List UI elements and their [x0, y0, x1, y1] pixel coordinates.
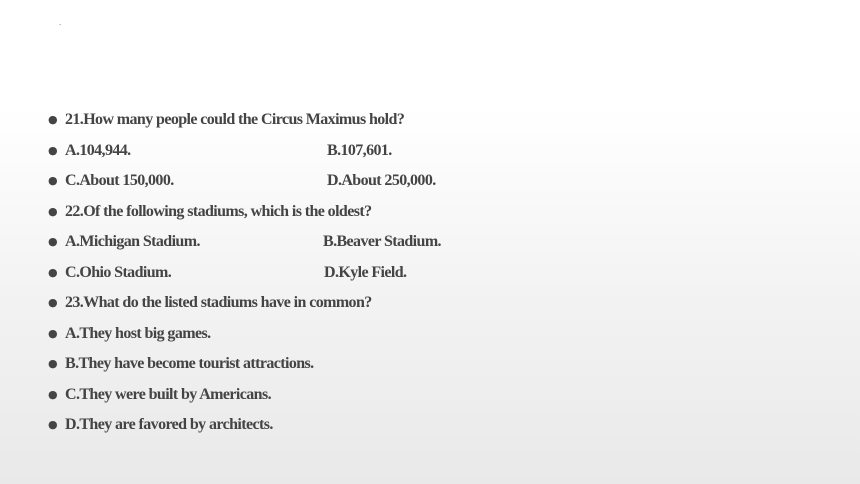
- slide-marker: .: [59, 18, 62, 27]
- question-23: [48, 292, 404, 323]
- question-text: 21.How many people could the Circus Maximus hold?: [65, 111, 405, 128]
- option-line: [48, 414, 404, 445]
- option-d: D.They are favored by architects.: [65, 416, 273, 433]
- question-list: [48, 109, 441, 445]
- option-a: A.They host big games.: [65, 324, 211, 342]
- option-a: A.104,944.: [65, 141, 131, 159]
- option-d: D.About 250,000.: [327, 172, 436, 189]
- option-c: C.About 150,000.: [65, 172, 174, 189]
- question-text: 23.What do the listed stadiums have in common?: [65, 294, 372, 311]
- option-b: B.They have become tourist attractions.: [65, 355, 314, 372]
- bullet-icon: ●: [48, 235, 57, 248]
- options-row: [48, 170, 436, 201]
- option-line: [48, 323, 404, 354]
- bullet-icon: ●: [48, 174, 57, 187]
- bullet-icon: ●: [48, 204, 57, 218]
- option-d: D.Kyle Field.: [324, 263, 407, 281]
- options-row: [48, 231, 441, 262]
- bullet-icon: ●: [48, 326, 57, 340]
- bullet-icon: ●: [48, 418, 57, 431]
- question-22: [48, 201, 404, 232]
- option-c: C.They were built by Americans.: [65, 385, 271, 403]
- bullet-icon: ●: [48, 357, 57, 370]
- option-c: C.Ohio Stadium.: [65, 263, 172, 281]
- options-row: [48, 140, 404, 171]
- option-line: [48, 353, 404, 384]
- option-a: A.Michigan Stadium.: [65, 233, 200, 250]
- bullet-icon: ●: [48, 296, 57, 309]
- bullet-icon: ●: [48, 113, 57, 126]
- option-b: B.107,601.: [327, 141, 392, 159]
- question-21: [48, 109, 404, 140]
- options-row: [48, 262, 407, 293]
- option-b: B.Beaver Stadium.: [323, 233, 441, 250]
- bullet-icon: ●: [48, 387, 57, 401]
- option-line: [48, 384, 404, 415]
- question-text: 22.Of the following stadiums, which is the oldest?: [65, 202, 372, 220]
- bullet-icon: ●: [48, 265, 57, 279]
- bullet-icon: ●: [48, 143, 57, 157]
